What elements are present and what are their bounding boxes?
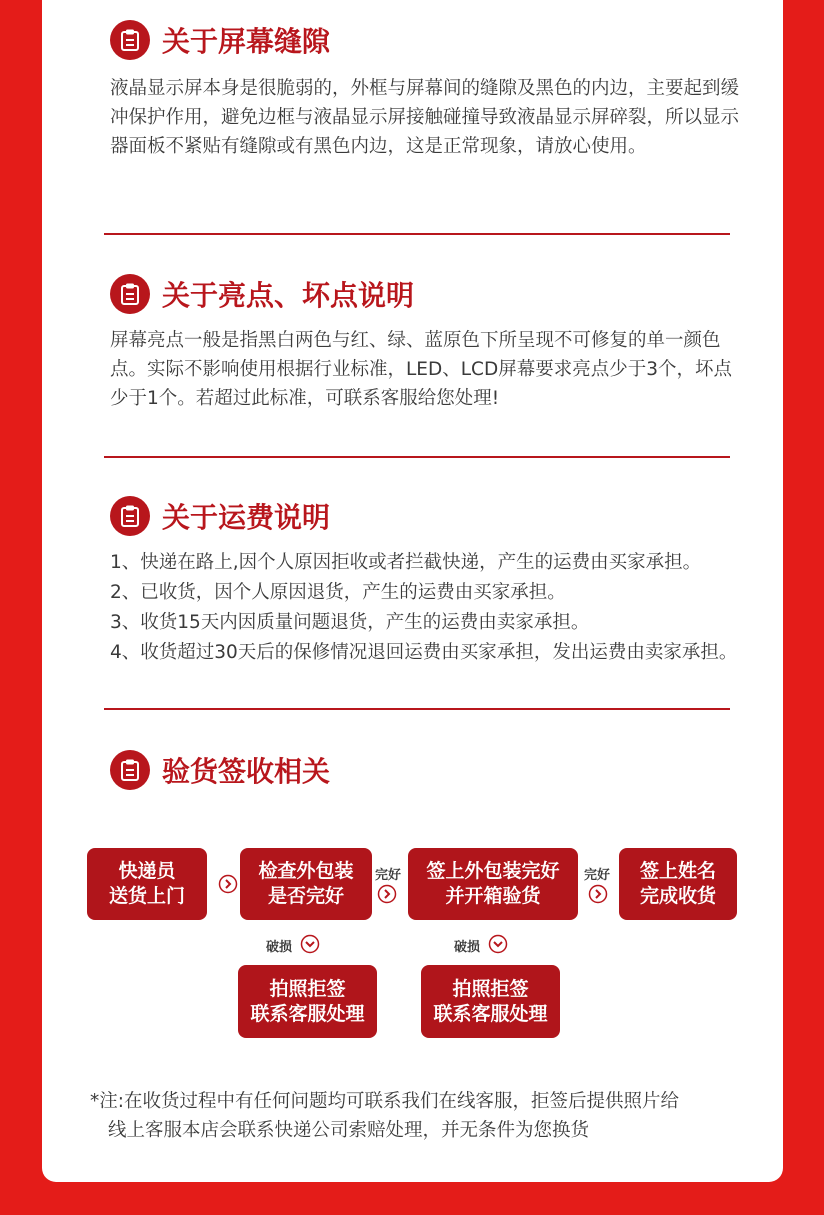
flow-step-line: 联系客服处理 <box>433 1002 548 1025</box>
section-title: 验货签收相关 <box>162 755 331 788</box>
flow-step-sign-inspect <box>408 848 578 920</box>
chevron-right-circle-icon <box>218 874 238 894</box>
flow-step-line: 并开箱验货 <box>445 885 541 907</box>
flow-step-line: 完成收货 <box>639 885 716 907</box>
chevron-down-circle-icon <box>488 934 508 954</box>
list-item: 1、快递在路上,因个人原因拒收或者拦截快递，产生的运费由买家承担。 <box>110 552 702 573</box>
section-title: 关于屏幕缝隙 <box>162 25 331 58</box>
flow-label-intact: 完好 <box>584 868 611 883</box>
list-item: 2、已收货，因个人原因退货，产生的运费由买家承担。 <box>110 582 566 603</box>
content-card <box>42 0 783 1182</box>
footnote-line: *注:在收货过程中有任何问题均可联系我们在线客服，拒签后提供照片给 <box>90 1091 679 1112</box>
section-body: 屏幕亮点一般是指黑白两色与红、绿、蓝原色下所呈现不可修复的单一颜色点。实际不影响使用根据行业标准，LED、LCD屏幕要求亮点少于3个，坏点少于1个。若超过此标准，可联系客服给您处理! <box>110 330 732 409</box>
section-title: 关于亮点、坏点说明 <box>162 279 415 312</box>
divider <box>104 708 730 710</box>
section-body: 液晶显示屏本身是很脆弱的，外框与屏幕间的缝隙及黑色的内边，主要起到缓冲保护作用，避免边框与液晶显示屏接触碰撞导致液晶显示屏碎裂，所以显示器面板不紧贴有缝隙或有黑色内边，这是正常现象，请放心使用。 <box>110 78 740 157</box>
chevron-right-circle-icon <box>377 884 397 904</box>
flow-step-line: 签上姓名 <box>639 860 716 882</box>
flow-step-line: 是否完好 <box>267 885 344 907</box>
section-title: 关于运费说明 <box>162 501 331 534</box>
flow-step-line: 快递员 <box>118 860 176 882</box>
divider <box>104 233 730 235</box>
flow-label-damaged: 破损 <box>454 940 481 955</box>
flow-label-damaged: 破损 <box>266 940 293 955</box>
flow-step-line: 拍照拒签 <box>269 977 346 1000</box>
section-header-receipt <box>110 750 330 790</box>
flow-step-line: 拍照拒签 <box>452 977 529 1000</box>
clipboard-icon <box>110 496 150 536</box>
shipping-list <box>110 548 790 668</box>
section-header-bright-dots <box>110 274 414 314</box>
flow-step-complete <box>619 848 737 920</box>
flow-reject-photo <box>238 965 377 1038</box>
chevron-down-circle-icon <box>300 934 320 954</box>
flow-step-check-package <box>240 848 372 920</box>
flow-step-line: 签上外包装完好 <box>426 860 560 882</box>
list-item: 3、收货15天内因质量问题退货，产生的运费由卖家承担。 <box>110 612 590 633</box>
flow-step-line: 检查外包装 <box>258 860 354 882</box>
flow-reject-photo <box>421 965 560 1038</box>
flow-step-delivery <box>87 848 207 920</box>
section-header-shipping <box>110 496 330 536</box>
flow-step-line: 送货上门 <box>108 885 185 907</box>
list-item: 4、收货超过30天后的保修情况退回运费由买家承担，发出运费由卖家承担。 <box>110 642 738 663</box>
footnote <box>90 1087 740 1145</box>
clipboard-icon <box>110 274 150 314</box>
clipboard-icon <box>110 20 150 60</box>
footnote-line: 线上客服本店会联系快递公司索赔处理，并无条件为您换货 <box>108 1120 590 1141</box>
flow-step-line: 联系客服处理 <box>250 1002 365 1025</box>
chevron-right-circle-icon <box>588 884 608 904</box>
divider <box>104 456 730 458</box>
section-header-screen-gap <box>110 20 330 60</box>
clipboard-icon <box>110 750 150 790</box>
flow-label-intact: 完好 <box>375 868 402 883</box>
